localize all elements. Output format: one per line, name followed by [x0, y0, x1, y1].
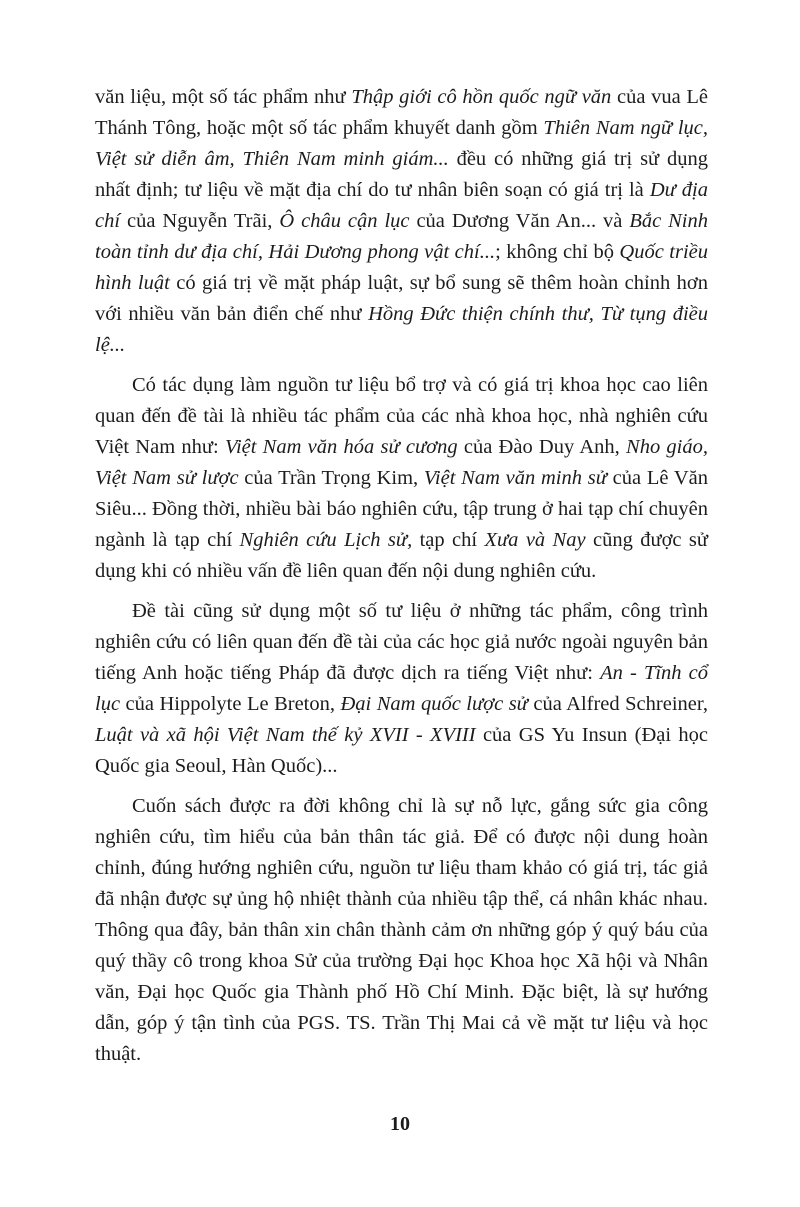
- text-segment: của Trần Trọng Kim,: [238, 467, 424, 489]
- text-segment: Đề tài cũng sử dụng một số tư liệu ở những tác phẩm, công trình nghiên cứu có liên quan đến đề tài của các học giả nước ngoài nguyên bản tiếng Anh hoặc tiếng Pháp đã được dịch ra tiếng Việt như:: [95, 600, 708, 684]
- paragraph: [95, 791, 708, 1070]
- work-title-italic: Thập giới cô hồn quốc ngữ văn: [351, 86, 612, 108]
- work-title-italic: Thiên Nam ngữ lục, Việt sử diễn âm, Thiên Nam minh giám...: [95, 117, 708, 170]
- work-title-italic: Dư địa chí: [95, 179, 709, 232]
- text-segment: văn liệu, một số tác phẩm như: [95, 86, 352, 108]
- text-segment: cũng được sử dụng khi có nhiều vấn đề liên quan đến nội dung nghiên cứu.: [95, 529, 708, 582]
- work-title-italic: Bắc Ninh toàn tỉnh dư địa chí, Hải Dương phong vật chí...: [95, 210, 708, 263]
- work-title-italic: Hồng Đức thiện chính thư, Từ tụng điều lệ...: [95, 303, 708, 356]
- work-title-italic: An - Tĩnh cổ lục: [95, 662, 709, 715]
- text-segment: của Lê Văn Siêu... Đồng thời, nhiều bài báo nghiên cứu, tập trung ở hai tạp chí chuyên ngành là tạp chí: [95, 467, 708, 551]
- work-title-italic: Nghiên cứu Lịch sử,: [239, 529, 413, 551]
- work-title-italic: Quốc triều hình luật: [95, 241, 708, 294]
- work-title-italic: Nho giáo, Việt Nam sử lược: [95, 436, 708, 489]
- text-segment: của Dương Văn An... và: [409, 210, 630, 232]
- work-title-italic: Đại Nam quốc lược sử: [340, 693, 528, 715]
- text-segment: của Hippolyte Le Breton,: [120, 693, 341, 715]
- text-column: [95, 82, 708, 1079]
- text-segment: của vua Lê Thánh Tông, hoặc một số tác phẩm khuyết danh gồm: [95, 86, 708, 139]
- work-title-italic: Xưa và Nay: [484, 529, 586, 551]
- text-segment: của Nguyễn Trãi,: [120, 210, 280, 232]
- work-title-italic: Việt Nam văn hóa sử cương: [224, 436, 458, 458]
- paragraph: [95, 82, 708, 361]
- text-segment: của GS Yu Insun (Đại học Quốc gia Seoul, Hàn Quốc)...: [95, 724, 708, 777]
- text-segment: Có tác dụng làm nguồn tư liệu bổ trợ và có giá trị khoa học cao liên quan đến đề tài là nhiều tác phẩm của các nhà khoa học, nhà nghiên cứu Việt Nam như:: [95, 374, 708, 458]
- work-title-italic: Việt Nam văn minh sử: [423, 467, 607, 489]
- text-segment: ; không chỉ bộ: [495, 241, 620, 263]
- text-segment: đều có những giá trị sử dụng nhất định; tư liệu về mặt địa chí do tư nhân biên soạn có giá trị là: [95, 148, 708, 201]
- text-segment: tạp chí: [412, 529, 485, 551]
- text-segment: Cuốn sách được ra đời không chỉ là sự nỗ lực, gắng sức gia công nghiên cứu, tìm hiểu của bản thân tác giả. Để có được nội dung hoàn chỉnh, đúng hướng nghiên cứu, nguồn tư liệu tham khảo có giá trị, tác giả đã nhận được sự ủng hộ nhiệt thành của nhiều tập thể, cá nhân khác nhau. Thông qua đây, bản thân xin chân thành cảm ơn những góp ý quý báu của quý thầy cô trong khoa Sử của trường Đại học Khoa học Xã hội và Nhân văn, Đại học Quốc gia Thành phố Hồ Chí Minh. Đặc biệt, là sự hướng dẫn, góp ý tận tình của PGS. TS. Trần Thị Mai cả về mặt tư liệu và học thuật.: [95, 795, 708, 1065]
- page-number: 10: [390, 1113, 410, 1135]
- work-title-italic: Ô châu cận lục: [279, 210, 410, 232]
- paragraph: [95, 370, 708, 587]
- text-segment: của Đào Duy Anh,: [457, 436, 627, 458]
- text-segment: của Alfred Schreiner,: [527, 693, 709, 715]
- text-segment: có giá trị về mặt pháp luật, sự bổ sung sẽ thêm hoàn chỉnh hơn với nhiều văn bản điển chế như: [95, 272, 709, 325]
- work-title-italic: Luật và xã hội Việt Nam thế kỷ XVII - XVIII: [95, 724, 476, 746]
- paragraph: [95, 596, 708, 782]
